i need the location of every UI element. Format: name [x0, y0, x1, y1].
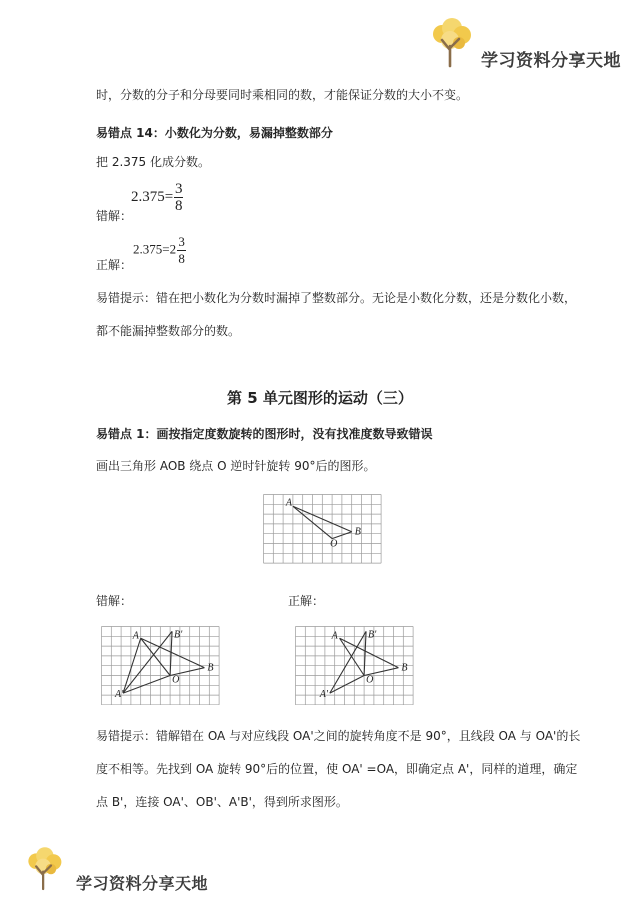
- wrong-math-whole: 2.375=: [131, 188, 174, 205]
- tip-14-line-2: 都不能漏掉整数部分的数。: [96, 324, 241, 338]
- correct-math-fraction: [177, 234, 186, 267]
- tip-1-line-1: 易错提示：错解错在 OA 与对应线段 OA'之间的旋转角度不是 90°，且线段 OA 与 OA'的长: [96, 729, 581, 743]
- question-grid-figure: [262, 493, 382, 565]
- error-point-14-title: 易错点 14：小数化为分数，易漏掉整数部分: [96, 126, 333, 140]
- wrong-math-fraction: [174, 181, 183, 214]
- tree-logo-icon: [428, 18, 474, 68]
- continuation-text: 时，分数的分子和分母要同时乘相同的数，才能保证分数的大小不变。: [96, 88, 469, 102]
- point-label-a1: A': [319, 689, 329, 701]
- question-1: 画出三角形 AOB 绕点 O 逆时针旋转 90°后的图形。: [96, 459, 376, 473]
- correct-math-numerator: 3: [178, 234, 185, 249]
- header-logo: [428, 18, 474, 68]
- error-point-1-title: 易错点 1：画按指定度数旋转的图形时，没有找准度数导致错误: [96, 427, 433, 441]
- point-label-o: O: [330, 538, 338, 550]
- point-label-a: A: [331, 630, 338, 642]
- triangle-edge: [340, 638, 399, 667]
- point-label-b: B: [207, 662, 214, 674]
- header-brand: 学习资料分享天地: [481, 51, 621, 71]
- question-14: 把 2.375 化成分数。: [96, 155, 210, 169]
- wrong-math-numerator: 3: [174, 181, 183, 197]
- footer-brand: 学习资料分享天地: [76, 874, 209, 893]
- point-label-o: O: [172, 674, 180, 686]
- triangle-edge: [141, 638, 170, 675]
- tree-logo-icon: [24, 846, 64, 892]
- point-label-b: B: [354, 526, 361, 538]
- point-label-b1: B': [174, 629, 183, 641]
- unit-title: 第 5 单元图形的运动（三）: [227, 389, 413, 407]
- point-label-a: A: [285, 497, 293, 509]
- wrong-grid-figure: [100, 625, 222, 705]
- correct-math-denominator: 8: [178, 251, 185, 266]
- tip-1-line-2: 度不相等。先找到 OA 旋转 90°后的位置，使 OA' =OA，即确定点 A'，同样的道理，确定: [96, 762, 578, 776]
- point-label-a: A: [132, 630, 139, 642]
- point-label-b: B: [401, 662, 408, 674]
- correct-grid-figure: [294, 625, 416, 705]
- wrong-drawing-label: 错解：: [96, 594, 133, 608]
- footer-logo: [24, 846, 64, 892]
- point-label-o: O: [366, 674, 374, 686]
- correct-solution-label: 正解：: [96, 258, 133, 272]
- point-label-b1: B': [368, 629, 377, 641]
- wrong-solution-label: 错解：: [96, 209, 133, 223]
- wrong-solution-math: [131, 181, 183, 214]
- wrong-math-denominator: 8: [174, 198, 183, 214]
- tip-1-line-3: 点 B'，连接 OA'、OB'、A'B'，得到所求图形。: [96, 795, 348, 809]
- tip-14-line-1: 易错提示：错在把小数化为分数时漏掉了整数部分。无论是小数化分数，还是分数化小数，: [96, 291, 577, 305]
- correct-drawing-label: 正解：: [288, 594, 325, 608]
- correct-solution-math: [133, 234, 186, 267]
- point-label-a1: A': [115, 689, 124, 701]
- correct-math-whole: 2.375=2: [133, 241, 177, 257]
